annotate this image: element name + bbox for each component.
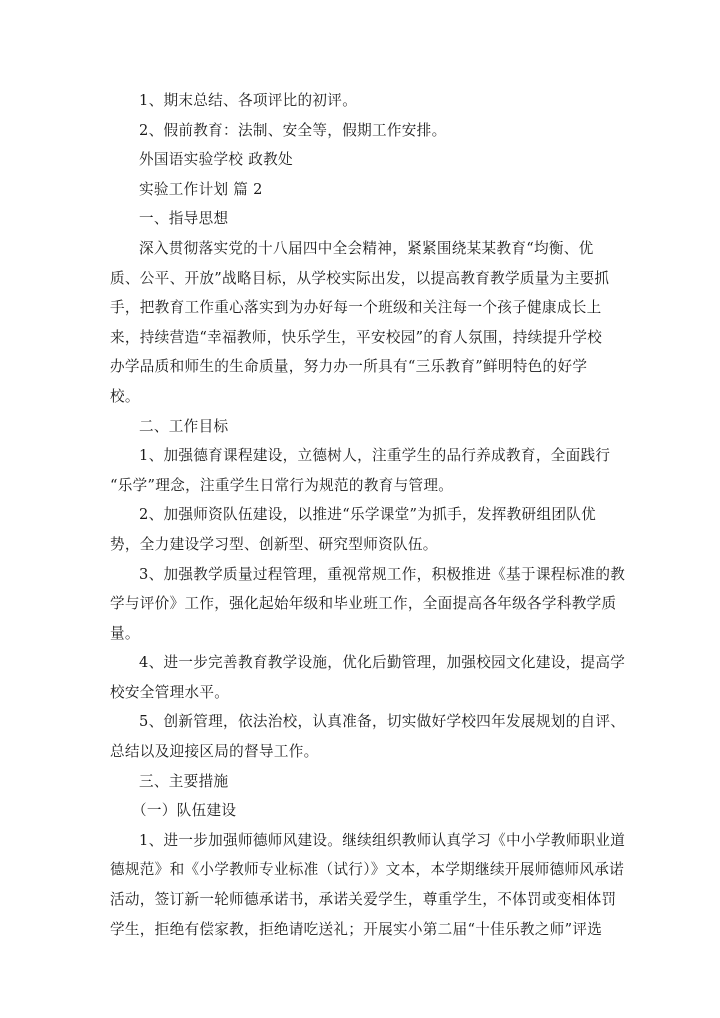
text-line: 德规范》和《小学教师专业标准（试行）》文本，本学期继续开展师德师风承诺 [110, 861, 624, 879]
text-line: 深入贯彻落实党的十八届四中全会精神，紧紧围绕某某教育“均衡、优 [139, 239, 594, 257]
text-line: 量。 [110, 624, 140, 642]
text-line: 势，全力建设学习型、创新型、研究型师资队伍。 [110, 535, 438, 553]
text-line: 质、公平、开放”战略目标，从学校实际出发，以提高教育教学质量为主要抓 [110, 269, 610, 287]
text-line: 学生，拒绝有偿家教，拒绝请吃送礼；开展实小第二届“十佳乐教之师”评选 [110, 920, 603, 938]
text-line: 学与评价》工作，强化起始年级和毕业班工作，全面提高各年级各学科教学质 [110, 595, 617, 613]
text-line: 三、主要措施 [139, 772, 229, 790]
text-line: 5、创新管理，依法治校，认真准备，切实做好学校四年发展规划的自评、 [139, 713, 626, 731]
text-line: 校安全管理水平。 [110, 683, 230, 701]
text-line: 2、加强师资队伍建设，以推进“乐学课堂”为抓手，发挥教研组团队优 [139, 506, 597, 524]
text-line: 外国语实验学校 政教处 [139, 151, 293, 169]
text-line: 来，持续营造“幸福教师，快乐学生，平安校园”的育人氛围，持续提升学校 [110, 328, 603, 346]
text-line: 校。 [110, 387, 140, 405]
text-line: 办学品质和师生的生命质量，努力办一所具有“三乐教育”鲜明特色的好学 [110, 358, 588, 376]
text-line: 1、进一步加强师德师风建设。继续组织教师认真学习《中小学教师职业道 [139, 831, 626, 849]
text-line: 1、加强德育课程建设，立德树人，注重学生的品行养成教育，全面践行 [139, 447, 611, 465]
text-line: 一、指导思想 [139, 210, 229, 228]
text-line: （一）队伍建设 [132, 802, 237, 820]
text-line: 4、进一步完善教育教学设施，优化后勤管理，加强校园文化建设，提高学 [139, 654, 626, 672]
document-page [110, 86, 626, 944]
text-line: 二、工作目标 [139, 417, 229, 435]
text-line: 3、加强教学质量过程管理，重视常规工作，积极推进《基于课程标准的教 [139, 565, 626, 583]
text-line: 2、假前教育：法制、安全等，假期工作安排。 [139, 121, 447, 139]
text-line: 实验工作计划 篇 2 [139, 180, 263, 198]
text-line: 活动，签订新一轮师德承诺书，承诺关爱学生，尊重学生，不体罚或变相体罚 [110, 891, 617, 909]
text-line: 总结以及迎接区局的督导工作。 [110, 743, 319, 761]
text-line: 1、期末总结、各项评比的初评。 [139, 92, 358, 109]
text-line: “乐学”理念，注重学生日常行为规范的教育与管理。 [110, 476, 454, 494]
text-line: 手，把教育工作重心落实到为办好每一个班级和关注每一个孩子健康成长上 [110, 299, 602, 317]
